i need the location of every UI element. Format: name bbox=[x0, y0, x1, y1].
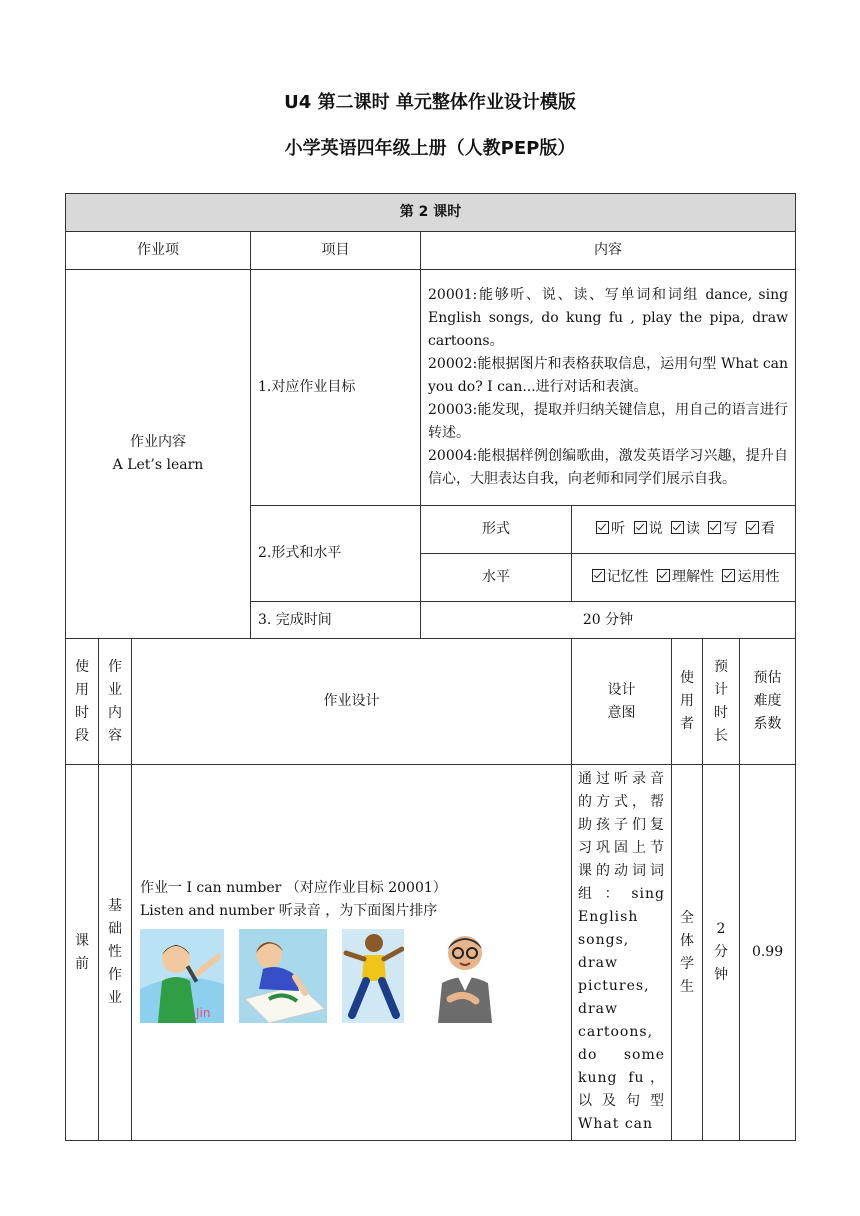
boy-singing-image bbox=[140, 929, 224, 1023]
col-difficulty-header: 预估难度系数 bbox=[740, 639, 796, 765]
teacher-image bbox=[430, 929, 500, 1023]
checkbox-application: 运用性 bbox=[718, 569, 779, 585]
objectives-label: 1.对应作业目标 bbox=[251, 270, 421, 506]
checkbox-write: 写 bbox=[704, 521, 737, 537]
svg-text:Jin: Jin bbox=[196, 1005, 211, 1020]
time-value: 20 分钟 bbox=[421, 602, 796, 639]
col-period-header: 使 用 时 段 bbox=[66, 639, 99, 765]
homework-content-cell bbox=[66, 270, 251, 639]
design-cell bbox=[132, 765, 572, 1141]
col-project-header: 项目 bbox=[251, 232, 421, 270]
row-period: 课 前 bbox=[66, 765, 99, 1141]
page-subtitle: 小学英语四年级上册（人教PEP版） bbox=[284, 138, 576, 159]
col-intent-header: 设计意图 bbox=[572, 639, 672, 765]
form-label: 形式 bbox=[421, 506, 572, 554]
boy-drawing-image bbox=[239, 929, 327, 1023]
col-type-header: 作 业 内 容 bbox=[99, 639, 132, 765]
checkbox-listen: 听 bbox=[592, 521, 625, 537]
row-user: 全 体 学 生 bbox=[672, 765, 703, 1141]
checkbox-read: 读 bbox=[667, 521, 700, 537]
form-options bbox=[572, 506, 796, 554]
checkbox-checked-icon bbox=[592, 569, 605, 582]
checkbox-checked-icon bbox=[596, 521, 609, 534]
checkbox-checked-icon bbox=[671, 521, 684, 534]
checkbox-look: 看 bbox=[742, 521, 775, 537]
boy-kung-fu-image bbox=[342, 929, 404, 1023]
task-instruction: Listen and number 听录音 ，为下面图片排序 bbox=[140, 902, 438, 919]
checkbox-checked-icon bbox=[722, 569, 735, 582]
col-design-header: 作业设计 bbox=[132, 639, 572, 765]
checkbox-understanding: 理解性 bbox=[653, 569, 714, 585]
checkbox-checked-icon bbox=[708, 521, 721, 534]
row-difficulty: 0.99 bbox=[740, 765, 796, 1141]
checkbox-speak: 说 bbox=[630, 521, 663, 537]
row-type: 基 础 性 作 业 bbox=[99, 765, 132, 1141]
checkbox-checked-icon bbox=[746, 521, 759, 534]
col-duration-header: 预 计 时 长 bbox=[703, 639, 740, 765]
goal-20001: 20001:能够听、说、读、写单词和词组 dance, sing English songs, do kung fu , play the pipa, draw cartoons。 bbox=[428, 287, 789, 349]
goal-20002: 20002:能根据图片和表格获取信息，运用句型 What can you do? I can...进行对话和表演。 bbox=[428, 356, 789, 395]
form-level-label: 2.形式和水平 bbox=[251, 506, 421, 602]
goal-20003: 20003:能发现，提取并归纳关键信息，用自己的语言进行转述。 bbox=[428, 402, 789, 441]
checkbox-memory: 记忆性 bbox=[588, 569, 649, 585]
level-options bbox=[572, 554, 796, 602]
page-title: U4 第二课时 单元整体作业设计模版 bbox=[284, 92, 576, 113]
row-intent: 通过听录音的方式，帮助孩子们复习巩固上节课的动词词组：sing English songs, draw pictures, draw cartoons, do some kung fu，以及句型 What can bbox=[572, 765, 672, 1141]
row-duration: 2 分 钟 bbox=[703, 765, 740, 1141]
task-title: 作业一 I can number （对应作业目标 20001） bbox=[140, 879, 447, 896]
time-label: 3. 完成时间 bbox=[251, 602, 421, 639]
col-item-header: 作业项 bbox=[66, 232, 251, 270]
level-label: 水平 bbox=[421, 554, 572, 602]
goal-20004: 20004:能根据样例创编歌曲，激发英语学习兴趣，提升自信心，大胆表达自我，向老师和同学们展示自我。 bbox=[428, 448, 789, 487]
col-user-header: 使 用 者 bbox=[672, 639, 703, 765]
col-content-header: 内容 bbox=[421, 232, 796, 270]
lesson-header: 第 2 课时 bbox=[66, 194, 796, 232]
homework-table bbox=[65, 193, 796, 1141]
homework-content-sub: A Let’s learn bbox=[112, 457, 204, 473]
checkbox-checked-icon bbox=[657, 569, 670, 582]
task-pictures bbox=[140, 929, 563, 1029]
checkbox-checked-icon bbox=[634, 521, 647, 534]
homework-content-label: 作业内容 bbox=[130, 434, 186, 450]
objectives-content bbox=[421, 270, 796, 506]
